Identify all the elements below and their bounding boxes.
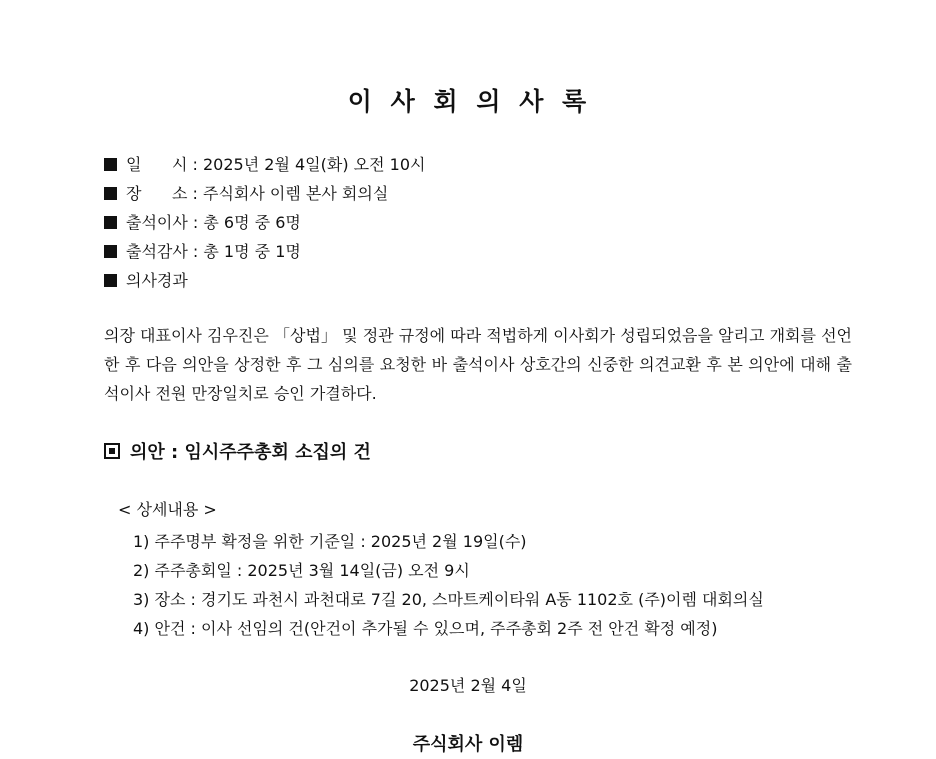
document-title: 이 사 회 의 사 록: [347, 87, 589, 116]
square-bullet-icon: [104, 158, 117, 171]
list-item: 2) 주주총회일 : 2025년 3월 14일(금) 오전 9시: [133, 561, 470, 580]
info-item-proceedings: [104, 266, 425, 295]
info-value: : 총 1명 중 1명: [187, 242, 301, 261]
info-item-directors: [104, 208, 425, 237]
square-bullet-icon: [104, 187, 117, 200]
square-bullet-icon: [104, 216, 117, 229]
info-label: 의사경과: [126, 271, 188, 290]
proceedings-summary: 의장 대표이사 김우진은 「상법」 및 정관 규정에 따라 적법하게 이사회가 성립되었음을 알리고 개회를 선언한 후 다음 의안을 상정한 후 그 심의를 요청한 바 출석이사 상호간의 신중한 의견교환 후 본 의안에 대해 출석이사 전원 만장일치로 승인 가결하다.: [104, 326, 852, 403]
agenda-title: 의안 : 임시주주총회 소집의 건: [130, 442, 371, 463]
agenda-heading: [104, 438, 371, 464]
info-value: : 총 6명 중 6명: [187, 213, 301, 232]
list-item: 3) 장소 : 경기도 과천시 과천대로 7길 20, 스마트케이타워 A동 1102호 (주)이렘 대회의실: [133, 590, 764, 609]
info-value: : 주식회사 이렘 본사 회의실: [187, 184, 389, 203]
info-item-datetime: [104, 150, 425, 179]
meeting-info-list: [104, 150, 425, 295]
boxed-square-icon: [104, 443, 120, 459]
info-label: 일 시: [126, 155, 188, 174]
detail-heading: < 상세내용 >: [118, 500, 217, 519]
info-item-auditors: [104, 237, 425, 266]
info-label: 출석이사: [126, 213, 188, 232]
document-date: 2025년 2월 4일: [409, 676, 527, 695]
list-item: 1) 주주명부 확정을 위한 기준일 : 2025년 2월 19일(수): [133, 532, 527, 551]
detail-list: [133, 527, 764, 643]
info-label: 장 소: [126, 184, 188, 203]
list-item: 4) 안건 : 이사 선임의 건(안건이 추가될 수 있으며, 주주총회 2주 전 안건 확정 예정): [133, 619, 718, 638]
info-item-place: [104, 179, 425, 208]
info-value: : 2025년 2월 4일(화) 오전 10시: [187, 155, 426, 174]
square-bullet-icon: [104, 245, 117, 258]
info-label: 출석감사: [126, 242, 188, 261]
company-name: 주식회사 이렘: [412, 734, 524, 755]
square-bullet-icon: [104, 274, 117, 287]
